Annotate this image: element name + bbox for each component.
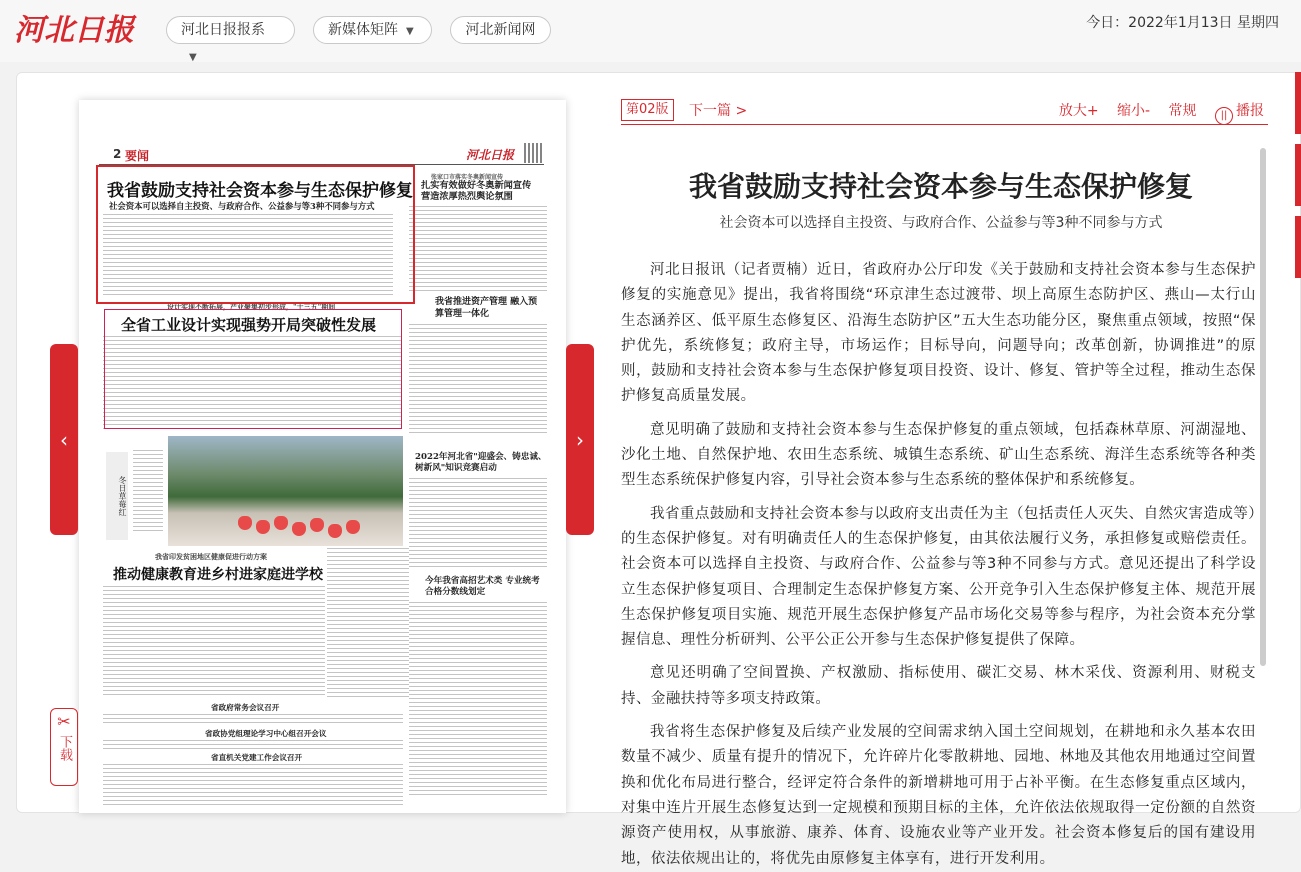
normal-size-button[interactable]: 常规 (1168, 103, 1197, 119)
chevron-left-icon: ‹ (60, 427, 68, 452)
scissors-icon: ✂ (57, 712, 71, 731)
article-paragraph: 意见还明确了空间置换、产权激励、指标使用、碳汇交易、林木采伐、资源利用、财税支持、金融扶持等多项支持政策。 (621, 665, 1256, 707)
reading-tools (1045, 100, 1264, 125)
paper-kicker: 设计实现不断拓展，产业聚集初步形成，"十三五"期间 (167, 302, 336, 311)
nav-label: 河北日报报系 (181, 22, 265, 38)
paper-text-block (103, 714, 403, 724)
article-body (621, 258, 1256, 867)
paper-headline-3: 推动健康教育进乡村进家庭进学校 (113, 567, 323, 583)
edition-badge[interactable]: 第02版 (621, 99, 674, 121)
audio-play-icon: || (1215, 107, 1233, 125)
paper-text-block (409, 324, 547, 434)
download-button[interactable] (50, 708, 78, 786)
article-subtitle: 社会资本可以选择自主投资、与政府合作、公益参与等3种不同参与方式 (719, 215, 1163, 231)
paper-text-block (409, 206, 547, 292)
side-decoration (1295, 144, 1301, 206)
paper-text-block (133, 450, 163, 534)
paper-side-headline: 2022年河北省"迎盛会、铸忠诚、树新风"知识竞赛启动 (415, 452, 547, 473)
top-bar (0, 0, 1301, 62)
article-scrollbar[interactable] (1260, 148, 1266, 666)
selected-article-hotspot[interactable] (96, 165, 415, 304)
paper-lead-headline: 我省鼓励支持社会资本参与生态保护修复 (107, 181, 413, 201)
paper-brief-headline: 省政府常务会议召开 (211, 703, 280, 712)
paper-text-block (409, 478, 547, 570)
paper-side-headline: 扎实有效做好冬奥新闻宣传 营造浓厚热烈舆论氛围 (421, 180, 532, 202)
nav-label: 河北新闻网 (465, 22, 536, 38)
page-section: 要闻 (125, 149, 150, 163)
paper-kicker: 我省印发贫困地区健康促进行动方案 (155, 552, 267, 561)
zoom-in-button[interactable]: 放大+ (1058, 103, 1099, 119)
broadcast-label: 播报 (1236, 103, 1264, 119)
photo-detail (310, 518, 324, 532)
photo-detail (274, 516, 288, 530)
paper-header (99, 145, 544, 165)
paper-side-headline: 今年我省高招艺术类 专业统考合格分数线划定 (425, 576, 540, 597)
photo-detail (328, 524, 342, 538)
nav-label: 新媒体矩阵 (328, 22, 398, 38)
page-number: 2 (113, 147, 122, 161)
article-paragraph: 意见明确了鼓励和支持社会资本参与生态保护修复的重点领域，包括森林草原、河湖湿地、沙化土地、自然保护地、农田生态系统、城镇生态系统、矿山生态系统、海洋生态系统等各种类型生态系统保护修复内容，引导社会资本参与生态系统的整体保护和系统修复。 (621, 421, 1256, 489)
next-article-link[interactable]: 下一篇 > (689, 103, 748, 119)
photo-caption-tag: 冬日草莓红 (106, 452, 128, 540)
paper-text-block (103, 586, 325, 696)
zoom-out-button[interactable]: 缩小- (1117, 103, 1151, 119)
paper-masthead: 河北日报 (465, 148, 514, 162)
article-paragraph: 我省重点鼓励和支持社会资本参与以政府支出责任为主（包括责任人灭失、自然灾害造成等）的生态保护修复。对有明确责任人的生态保护修复，由其依法履行义务，承担修复或赔偿责任。社会资本可以选择自主投资、与政府合作、公益参与等3种不同参与方式。意见还提出了科学设立生态保护修复项目、合理制定生态保护修复方案、公开竞争引入生态保护修复主体、规范开展生态保护修复项目实施、规范开展生态保护修复产品市场化交易等参与程序，为社会资本充分掌握信息、理性分析研判、公平公正公开参与生态保护修复提供了保障。 (621, 505, 1256, 649)
paper-brief-headline: 省政协党组理论学习中心组召开会议 (205, 729, 327, 738)
paper-text-block (103, 740, 403, 750)
paper-brief-headline: 省直机关党建工作会议召开 (211, 753, 303, 762)
paper-kicker: 张家口市落实冬奥新闻宣传 (431, 174, 504, 181)
download-label: 下载 (57, 735, 72, 761)
photo-detail (256, 520, 270, 534)
paper-side-headline: 我省推进资产管理 融入预算管理一体化 (435, 297, 538, 319)
article-title: 我省鼓励支持社会资本参与生态保护修复 (688, 170, 1193, 203)
photo-detail (346, 520, 360, 534)
chevron-right-icon: › (576, 427, 584, 452)
nav-hebei-news-net[interactable] (450, 16, 551, 44)
side-decoration (1295, 216, 1301, 278)
article-paragraph: 我省将生态保护修复及后续产业发展的空间需求纳入国土空间规划，在耕地和永久基本农田数量不减少、质量有提升的情况下，允许碎片化零散耕地、园地、林地及其他农用地通过空间置换和优化布局进行整合，经评定符合条件的新增耕地可用于占补平衡。在生态修复重点区域内，对集中连片开展生态修复达到一定规模和预期目标的主体，允许依法依规取得一定份额的自然资源资产使用权，从事旅游、康养、体育、设施农业等产业开发。社会资本修复后的国有建设用地，依法依规出让的，将优先由原修复主体享有，进行开发利用。 (621, 724, 1256, 867)
next-page-button[interactable] (566, 344, 594, 535)
svg-text:河北日报: 河北日报 (14, 13, 134, 48)
hebei-daily-logo[interactable] (14, 8, 144, 48)
previous-page-button[interactable] (50, 344, 78, 535)
paper-headline-2: 全省工业设计实现强势开局突破性发展 (121, 316, 377, 334)
article-hotspot[interactable] (104, 309, 402, 429)
chevron-down-icon: ▼ (189, 52, 197, 63)
qr-code-icon (524, 143, 544, 163)
strawberry-photo (168, 436, 403, 546)
paper-text-block (409, 602, 547, 798)
article-paragraph: 河北日报讯（记者贾楠）近日，省政府办公厅印发《关于鼓励和支持社会资本参与生态保护修复的实施意见》提出，我省将围绕“环京津生态过渡带、坝上高原生态防护区、燕山—太行山生态涵养区、低平原生态修复区、沿海生态防护区”五大生态功能分区，聚焦重点领域，按照“保护优先，系统修复；政府主导，市场运作；目标导向，问题导向；改革创新，协调推进”的原则，鼓励和支持社会资本参与生态保护修复项目投资、设计、修复、管护等全过程，推动生态保护修复高质量发展。 (621, 262, 1256, 405)
nav-hebei-daily-group[interactable] (166, 16, 295, 63)
paper-text-block (103, 764, 403, 808)
today-date: 今日：2022年1月13日 星期四 (1086, 15, 1279, 31)
paper-text-block (327, 548, 409, 698)
photo-detail (238, 516, 252, 530)
broadcast-button[interactable] (1215, 103, 1264, 119)
photo-detail (292, 522, 306, 536)
article-toolbar (621, 97, 1268, 125)
chevron-down-icon: ▼ (406, 26, 414, 37)
side-decoration (1295, 72, 1301, 134)
nav-new-media[interactable] (313, 16, 432, 44)
paper-lead-subtitle: 社会资本可以选择自主投资、与政府合作、公益参与等3种不同参与方式 (109, 201, 375, 211)
